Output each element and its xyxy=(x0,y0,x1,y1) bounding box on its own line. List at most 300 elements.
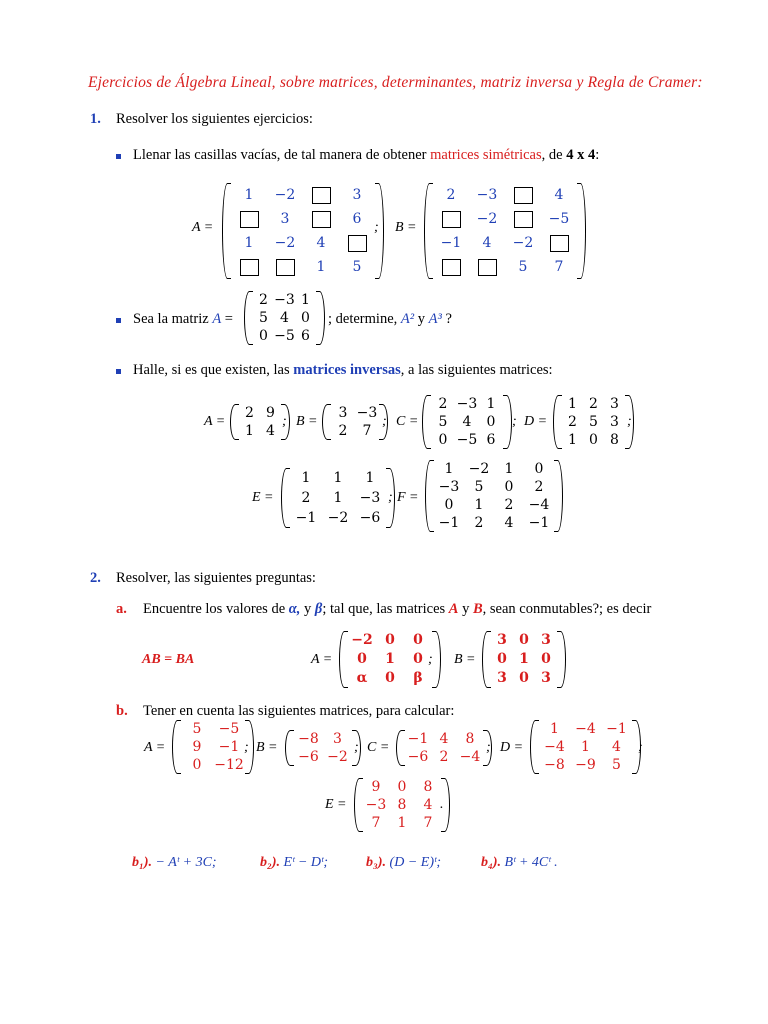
blank-box xyxy=(514,211,533,228)
calculation-b4 xyxy=(481,855,558,871)
matrix-F-label: F = xyxy=(397,490,419,505)
blank-box xyxy=(514,187,533,204)
matrix-cell: −2 xyxy=(512,235,534,251)
matrix-B-label: B = xyxy=(256,740,278,755)
left-paren xyxy=(281,468,290,528)
empty-cell-box xyxy=(339,231,375,255)
matrix-cell: 2 xyxy=(534,479,544,495)
matrix-cell: −12 xyxy=(214,757,244,773)
matrix-cell: 0 xyxy=(438,432,448,448)
matrix-cell: 8 xyxy=(465,731,475,747)
symmetric-matrix-A xyxy=(222,183,384,279)
period: . xyxy=(440,797,444,812)
commute-matrix-A xyxy=(339,631,441,688)
matrix-cell: −6 xyxy=(407,749,429,765)
matrix-body xyxy=(331,404,379,440)
matrix-cell: −2 xyxy=(274,235,296,251)
matrix-cell: 3 xyxy=(497,632,507,648)
matrix-cell: 4 xyxy=(482,235,492,251)
matrix-cell: 5 xyxy=(259,310,268,326)
matrix-C-label: C = xyxy=(396,414,419,429)
matrix-cell: −2 xyxy=(327,749,348,765)
left-paren xyxy=(244,291,253,345)
matrix-body xyxy=(562,395,625,449)
matrix-cell: 2 xyxy=(259,292,268,308)
matrix-cell: 8 xyxy=(423,779,433,795)
matrix-cell: 1 xyxy=(385,651,395,667)
left-paren xyxy=(339,631,348,688)
matrix-row xyxy=(239,422,281,440)
matrix-A-label: A = xyxy=(204,414,226,429)
matrix-cell: −3 xyxy=(476,187,498,203)
matrix-cell: 3 xyxy=(333,731,342,747)
blank-box xyxy=(240,211,259,228)
blank-box xyxy=(240,259,259,276)
matrix-cell: −6 xyxy=(359,510,381,526)
matrix-row xyxy=(253,309,316,327)
left-paren xyxy=(396,730,405,766)
matrix-power-source xyxy=(244,291,325,345)
matrix-row xyxy=(434,460,554,478)
item-b-label: b. xyxy=(116,703,128,719)
matrix-cell: 1 xyxy=(365,470,375,486)
matrix-separator: ; xyxy=(354,740,359,755)
matrix-cell: −2 xyxy=(468,461,490,477)
matrix-cell: −8 xyxy=(544,757,565,773)
empty-cell-box xyxy=(433,207,469,231)
matrix-cell: 4 xyxy=(504,515,514,531)
blank-box xyxy=(478,259,497,276)
empty-cell-box xyxy=(303,183,339,207)
inverse-matrix-F xyxy=(425,460,563,532)
left-paren xyxy=(322,404,331,440)
text-fragment: y xyxy=(300,601,315,617)
matrix-cell: 0 xyxy=(497,651,507,667)
calc-matrix-E xyxy=(354,778,450,832)
matrix-cell: −3 xyxy=(438,479,460,495)
matrix-cell: 7 xyxy=(371,815,381,831)
right-paren xyxy=(554,460,563,532)
matrix-row xyxy=(294,730,352,748)
left-paren xyxy=(482,631,491,688)
text-fragment: ; tal que, las matrices xyxy=(322,601,449,617)
matrix-cell: 9 xyxy=(192,739,202,755)
matrix-cell: −1 xyxy=(440,235,462,251)
A-squared: A² xyxy=(400,311,415,327)
matrix-cell: 1 xyxy=(486,396,496,412)
matrix-cell: 2 xyxy=(301,490,311,506)
matrix-cell: 4 xyxy=(266,423,275,439)
matrix-B-label: B = xyxy=(395,220,417,235)
matrix-cell: −2 xyxy=(476,211,498,227)
matrix-row xyxy=(181,738,245,756)
matrix-row xyxy=(562,413,625,431)
text-fragment: ; determine, xyxy=(328,311,401,327)
matrix-cell: 5 xyxy=(518,259,528,275)
left-paren xyxy=(230,404,239,440)
matrix-cell: −1 xyxy=(295,510,317,526)
matrix-cell: 0 xyxy=(301,310,310,326)
matrix-cell: −5 xyxy=(274,328,295,344)
text-fragment: y xyxy=(458,601,473,617)
matrix-body xyxy=(348,631,432,688)
matrix-cell: −4 xyxy=(528,497,550,513)
blank-box xyxy=(348,235,367,252)
matrix-cell: 4 xyxy=(554,187,564,203)
matrix-body xyxy=(434,460,554,532)
matrix-row xyxy=(231,207,375,231)
matrix-row xyxy=(181,756,245,774)
matrix-B-label: B = xyxy=(454,652,476,667)
section-2-number: 2. xyxy=(90,570,101,586)
matrix-cell: β xyxy=(413,670,423,686)
section-2-heading: Resolver, las siguientes preguntas: xyxy=(116,570,316,586)
matrix-row xyxy=(348,669,432,688)
matrix-row xyxy=(491,669,557,688)
matrix-cell: −2 xyxy=(351,632,373,648)
matrix-separator: ; xyxy=(428,652,433,667)
matrix-cell: 1 xyxy=(301,470,311,486)
matrix-separator: ; xyxy=(638,740,643,755)
empty-cell-box xyxy=(541,231,577,255)
matrix-cell: 2 xyxy=(338,423,348,439)
text-fragment: y xyxy=(414,311,429,327)
matrix-cell: 6 xyxy=(301,328,310,344)
matrix-B-ref: B xyxy=(472,601,483,617)
left-paren xyxy=(425,460,434,532)
matrix-cell: −1 xyxy=(528,515,550,531)
matrix-cell: 1 xyxy=(244,235,254,251)
blank-box xyxy=(312,187,331,204)
matrix-row xyxy=(434,496,554,514)
matrix-cell: 8 xyxy=(397,797,407,813)
matrix-cell: 1 xyxy=(316,259,326,275)
matrix-cell: 5 xyxy=(474,479,484,495)
empty-cell-box xyxy=(231,207,267,231)
matrix-size: 4 x 4 xyxy=(566,147,596,163)
matrix-cell: 5 xyxy=(612,757,621,773)
inverse-matrix-E xyxy=(281,468,395,528)
matrix-cell: 9 xyxy=(371,779,381,795)
section-1-number: 1. xyxy=(90,111,101,127)
empty-cell-box xyxy=(231,255,267,279)
matrix-row xyxy=(491,650,557,669)
matrix-row xyxy=(294,748,352,766)
text-fragment: , sean conmutables?; es decir xyxy=(482,601,652,617)
right-paren xyxy=(503,395,512,449)
matrix-A-ref: A xyxy=(448,601,459,617)
bullet-inverse-text xyxy=(133,362,553,379)
matrix-cell: 0 xyxy=(519,632,529,648)
variable-A: A xyxy=(212,311,222,327)
matrix-row xyxy=(363,814,441,832)
matrix-cell: −2 xyxy=(327,510,349,526)
right-paren xyxy=(316,291,325,345)
matrix-separator: ; xyxy=(486,740,491,755)
inverse-matrix-B xyxy=(322,404,388,440)
empty-cell-box xyxy=(267,255,303,279)
commute-matrix-B xyxy=(482,631,566,688)
bullet-marker xyxy=(116,318,121,323)
matrix-cell: 0 xyxy=(541,651,551,667)
matrix-cell: −8 xyxy=(298,731,319,747)
matrix-row xyxy=(290,508,386,528)
matrix-cell: 1 xyxy=(244,187,254,203)
matrix-cell: 2 xyxy=(474,515,484,531)
matrix-cell: 3 xyxy=(497,670,507,686)
matrix-cell: 0 xyxy=(589,432,598,448)
matrix-cell: 0 xyxy=(397,779,407,795)
bullet-power-text-pre xyxy=(133,311,233,328)
blank-box xyxy=(276,259,295,276)
section-1-heading: Resolver los siguientes ejercicios: xyxy=(116,111,313,127)
matrix-cell: 1 xyxy=(581,739,590,755)
matrix-cell: −1 xyxy=(218,739,240,755)
matrix-body xyxy=(231,183,375,279)
calc-expression: − Aᵗ + 3C; xyxy=(155,855,217,870)
empty-cell-box xyxy=(505,207,541,231)
matrix-cell: 5 xyxy=(352,259,362,275)
matrix-cell: −1 xyxy=(438,515,460,531)
left-paren xyxy=(172,720,181,774)
calc-expression: Eᵗ − Dᵗ; xyxy=(283,855,329,870)
matrix-cell: −9 xyxy=(575,757,596,773)
matrix-body xyxy=(491,631,557,688)
left-paren xyxy=(424,183,433,279)
matrix-cell: 1 xyxy=(333,470,343,486)
matrix-cell: 0 xyxy=(385,632,395,648)
matrix-cell: −4 xyxy=(544,739,565,755)
matrix-cell: −1 xyxy=(606,721,627,737)
empty-cell-box xyxy=(505,183,541,207)
matrix-separator: ; xyxy=(627,414,632,429)
calc-label: b₃). xyxy=(366,855,387,870)
matrix-cell: 3 xyxy=(541,670,551,686)
empty-cell-box xyxy=(433,255,469,279)
matrix-cell: 0 xyxy=(192,757,202,773)
matrix-separator: ; xyxy=(512,414,517,429)
matrix-cell: 1 xyxy=(550,721,559,737)
blank-box xyxy=(442,211,461,228)
matrix-row xyxy=(434,514,554,532)
symmetric-matrix-B xyxy=(424,183,586,279)
matrix-cell: −3 xyxy=(456,396,478,412)
matrix-cell: 3 xyxy=(610,396,619,412)
matrix-row xyxy=(539,720,632,738)
matrix-cell: 1 xyxy=(301,292,310,308)
calc-label: b₄). xyxy=(481,855,502,870)
matrix-row xyxy=(253,327,316,345)
matrix-separator: ; xyxy=(374,220,379,235)
matrix-cell: 4 xyxy=(462,414,472,430)
matrix-body xyxy=(405,730,483,766)
matrix-cell: −3 xyxy=(274,292,295,308)
matrix-cell: 5 xyxy=(192,721,202,737)
matrix-separator: ; xyxy=(282,414,287,429)
matrix-D-label: D = xyxy=(524,414,548,429)
matrix-row xyxy=(331,422,379,440)
calc-expression: (D − E)ᵗ; xyxy=(389,855,441,870)
matrix-separator: ; xyxy=(244,740,249,755)
matrix-cell: −2 xyxy=(274,187,296,203)
matrix-row xyxy=(331,404,379,422)
matrix-cell: 6 xyxy=(486,432,496,448)
matrix-row xyxy=(405,748,483,766)
matrix-row xyxy=(363,778,441,796)
matrix-cell: 0 xyxy=(385,670,395,686)
matrix-body xyxy=(539,720,632,774)
calc-label: b₁). xyxy=(132,855,153,870)
left-paren xyxy=(530,720,539,774)
blank-box xyxy=(442,259,461,276)
text-fragment: Halle, si es que existen, las xyxy=(133,362,294,378)
matrix-cell: 2 xyxy=(245,405,254,421)
equals-sign: = xyxy=(221,311,233,327)
matrix-cell: 3 xyxy=(280,211,290,227)
text-fragment: , de xyxy=(541,147,567,163)
matrix-cell: 0 xyxy=(259,328,268,344)
matrix-row xyxy=(231,183,375,207)
matrix-body xyxy=(363,778,441,832)
matrix-row xyxy=(239,404,281,422)
calc-matrix-C xyxy=(396,730,492,766)
inverse-matrix-A xyxy=(230,404,290,440)
matrix-B-label: B = xyxy=(296,414,318,429)
matrix-body xyxy=(239,404,281,440)
blank-box xyxy=(550,235,569,252)
matrix-row xyxy=(433,231,577,255)
matrix-cell: 1 xyxy=(444,461,454,477)
matrix-row xyxy=(433,207,577,231)
matrix-cell: −4 xyxy=(459,749,481,765)
left-paren xyxy=(553,395,562,449)
alpha-symbol: α, xyxy=(288,601,301,617)
text-fragment: : xyxy=(595,147,600,163)
text-fragment: Llenar las casillas vacías, de tal manera de obtener xyxy=(133,147,431,163)
matrix-cell: 2 xyxy=(439,749,449,765)
text-fragment: , a las siguientes matrices: xyxy=(400,362,553,378)
matrix-row xyxy=(562,395,625,413)
calculation-b1 xyxy=(132,855,217,871)
blank-box xyxy=(312,211,331,228)
matrix-row xyxy=(562,431,625,449)
matrix-cell: 2 xyxy=(438,396,448,412)
matrix-row xyxy=(431,431,503,449)
matrix-cell: 0 xyxy=(444,497,454,513)
matrix-cell: 9 xyxy=(266,405,275,421)
matrix-row xyxy=(433,255,577,279)
matrix-cell: 0 xyxy=(486,414,496,430)
matrix-row xyxy=(290,468,386,488)
matrix-row xyxy=(431,413,503,431)
calc-label: b₂). xyxy=(260,855,281,870)
matrix-cell: −3 xyxy=(359,490,381,506)
matrix-cell: 3 xyxy=(338,405,348,421)
right-paren xyxy=(432,631,441,688)
matrix-row xyxy=(539,738,632,756)
matrix-cell: 1 xyxy=(568,396,577,412)
text-fragment: ? xyxy=(441,311,452,327)
matrix-cell: 3 xyxy=(610,414,619,430)
matrix-row xyxy=(539,756,632,774)
matrix-cell: 1 xyxy=(504,461,514,477)
matrix-cell: 1 xyxy=(474,497,484,513)
matrix-body xyxy=(253,291,316,345)
matrix-A-label: A = xyxy=(144,740,166,755)
inverse-highlight: matrices inversas xyxy=(293,362,401,378)
commutative-equation: AB = BA xyxy=(142,652,195,667)
left-paren xyxy=(222,183,231,279)
matrix-cell: 0 xyxy=(413,632,423,648)
text-fragment: Encuentre los valores de xyxy=(143,601,289,617)
matrix-cell: 5 xyxy=(589,414,598,430)
matrix-cell: 6 xyxy=(352,211,362,227)
matrix-cell: 0 xyxy=(534,461,544,477)
matrix-row xyxy=(405,730,483,748)
matrix-cell: 1 xyxy=(519,651,529,667)
matrix-cell: 5 xyxy=(438,414,448,430)
empty-cell-box xyxy=(469,255,505,279)
matrix-row xyxy=(231,231,375,255)
matrix-body xyxy=(181,720,245,774)
matrix-cell: −5 xyxy=(218,721,240,737)
matrix-cell: 4 xyxy=(316,235,326,251)
matrix-row xyxy=(253,291,316,309)
matrix-cell: 1 xyxy=(333,490,343,506)
matrix-A-label: A = xyxy=(311,652,333,667)
matrix-cell: 0 xyxy=(519,670,529,686)
matrix-cell: 1 xyxy=(245,423,254,439)
matrix-row xyxy=(348,650,432,669)
calc-matrix-D xyxy=(530,720,641,774)
matrix-cell: 1 xyxy=(568,432,577,448)
matrix-row xyxy=(181,720,245,738)
item-a-label: a. xyxy=(116,601,127,617)
matrix-cell: −6 xyxy=(298,749,319,765)
calculation-b3 xyxy=(366,855,441,871)
matrix-E-label: E = xyxy=(325,797,347,812)
right-paren xyxy=(557,631,566,688)
matrix-cell: 4 xyxy=(612,739,621,755)
matrix-body xyxy=(431,395,503,449)
document-title: Ejercicios de Álgebra Lineal, sobre matrices, determinantes, matriz inversa y Regla de Cramer: xyxy=(88,74,703,91)
matrix-row xyxy=(231,255,375,279)
matrix-row xyxy=(363,796,441,814)
matrix-cell: −3 xyxy=(356,405,378,421)
matrix-cell: α xyxy=(356,670,368,686)
item-a-text xyxy=(143,601,651,618)
bullet-power-text-post xyxy=(328,311,452,328)
item-b-text: Tener en cuenta las siguientes matrices, para calcular: xyxy=(143,703,455,719)
matrix-cell: 7 xyxy=(423,815,433,831)
matrix-A-label: A = xyxy=(192,220,214,235)
left-paren xyxy=(422,395,431,449)
matrix-cell: 4 xyxy=(423,797,433,813)
bullet-symmetric-text xyxy=(133,147,599,164)
matrix-cell: 2 xyxy=(568,414,577,430)
matrix-cell: 1 xyxy=(397,815,407,831)
left-paren xyxy=(285,730,294,766)
right-paren xyxy=(577,183,586,279)
matrix-cell: 0 xyxy=(504,479,514,495)
matrix-body xyxy=(294,730,352,766)
matrix-cell: −4 xyxy=(575,721,596,737)
matrix-cell: −5 xyxy=(456,432,478,448)
matrix-cell: 2 xyxy=(589,396,598,412)
matrix-E-label: E = xyxy=(252,490,274,505)
beta-symbol: β xyxy=(314,601,323,617)
matrix-cell: 0 xyxy=(413,651,423,667)
